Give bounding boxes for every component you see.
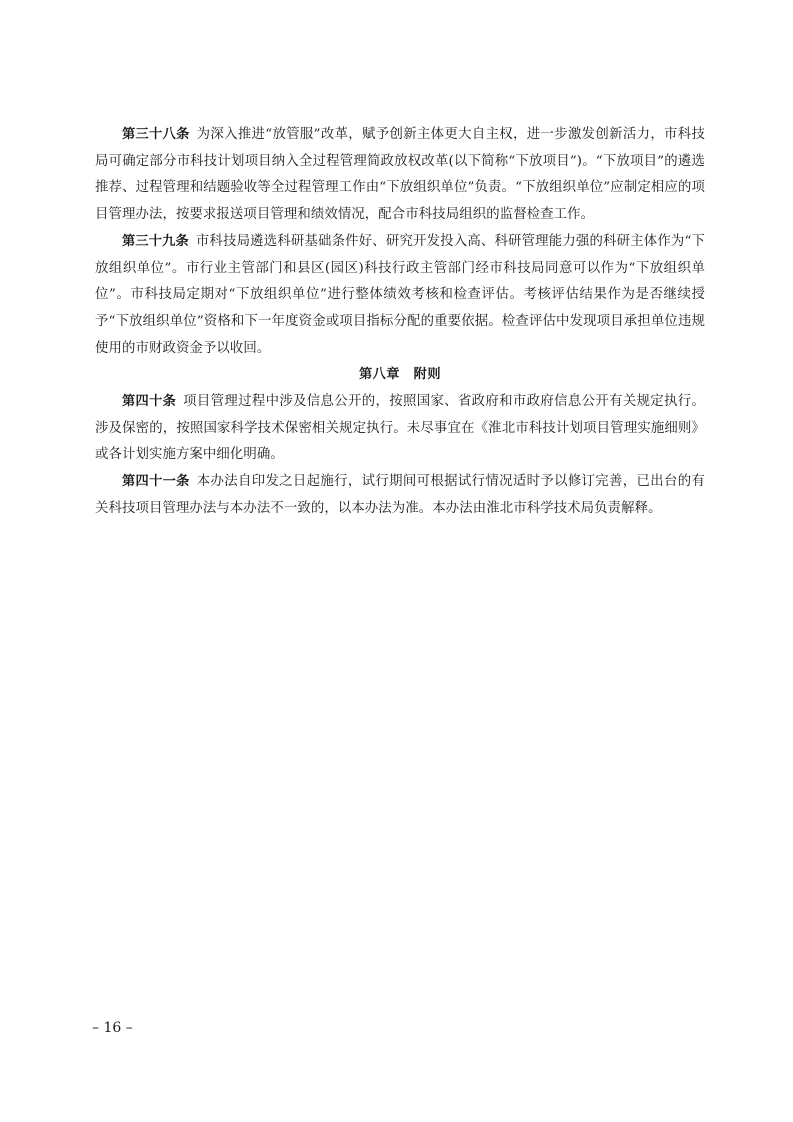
article-38-text: 为深入推进“放管服”改革，赋予创新主体更大自主权，进一步激发创新活力，市科技局可确定部分市科技计划项目纳入全过程管理简政放权改革(以下简称“下放项目”)。“下放项目”的遴选推荐、过程管理和结题验收等全过程管理工作由“下放组织单位”负责。“下放组织单位”应制定相应的项目管理办法，按要求报送项目管理和绩效情况，配合市科技局组织的监督检查工作。	[95, 127, 706, 223]
article-39-text: 市科技局遴选科研基础条件好、研究开发投入高、科研管理能力强的科研主体作为“下放组织单位”。市行业主管部门和县区(园区)科技行政主管部门经市科技局同意可以作为“下放组织单位”。市科技局定期对“下放组织单位”进行整体绩效考核和检查评估。考核评估结果作为是否继续授予“下放组织单位”资格和下一年度资金或项目指标分配的重要依据。检查评估中发现项目承担单位违规使用的市财政资金予以收回。	[95, 233, 705, 356]
article-41-paragraph	[95, 469, 705, 522]
chapter-heading: 第八章 附则	[358, 367, 442, 383]
document-body	[95, 122, 705, 523]
article-41-text: 本办法自印发之日起施行，试行期间可根据试行情况适时予以修订完善，已出台的有关科技项目管理办法与本办法不一致的，以本办法为准。本办法由淮北市科学技术局负责解释。	[95, 474, 706, 516]
article-38-paragraph	[95, 122, 705, 229]
article-39-paragraph	[95, 229, 705, 363]
article-40-paragraph	[95, 389, 705, 469]
article-40-text: 项目管理过程中涉及信息公开的，按照国家、省政府和市政府信息公开有关规定执行。涉及保密的，按照国家科学技术保密相关规定执行。未尽事宜在《淮北市科技计划项目管理实施细则》或各计划实施方案中细化明确。	[95, 394, 706, 463]
article-41-number: 第四十一条	[122, 474, 190, 490]
page-number: – 16 –	[92, 1020, 133, 1036]
article-39-number: 第三十九条	[122, 233, 189, 249]
article-40-number: 第四十条	[122, 394, 177, 410]
article-38-number: 第三十八条	[122, 127, 190, 142]
